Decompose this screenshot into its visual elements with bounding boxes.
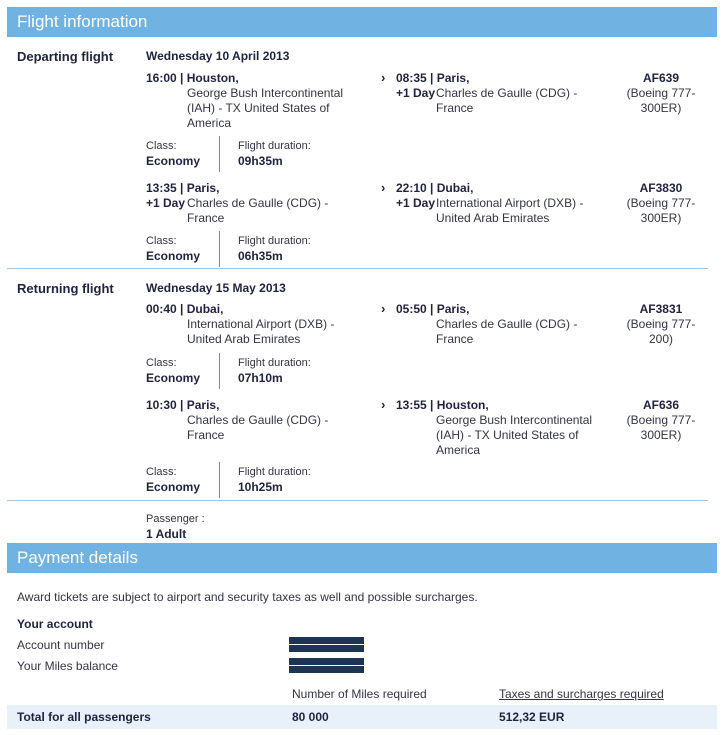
duration-info	[238, 235, 311, 264]
comma: ,	[470, 181, 474, 195]
account-number-redacted	[289, 637, 364, 652]
separator: |	[176, 302, 187, 316]
segment-details	[146, 235, 406, 269]
separator: |	[426, 398, 437, 412]
departure-time: 16:00	[146, 71, 177, 85]
arrival-city: Dubai	[436, 181, 471, 195]
class-info	[146, 466, 200, 495]
chevron-right-icon: ›	[381, 180, 386, 195]
arrival-city: Paris	[436, 71, 467, 85]
arrival-time: 22:10	[396, 181, 427, 195]
arrival-airport: Charles de Gaulle (CDG) - France	[436, 86, 578, 115]
flight-number: AF639	[642, 71, 680, 85]
payment-details-header	[7, 543, 717, 573]
section-divider	[7, 268, 708, 269]
flight-number-info	[616, 398, 706, 443]
class-value: Economy	[146, 154, 201, 168]
comma: ,	[216, 181, 220, 195]
class-info	[146, 235, 200, 264]
separator: |	[426, 181, 437, 195]
departure-city: Paris	[186, 181, 217, 195]
duration-value: 07h10m	[238, 371, 283, 385]
class-label: Class:	[146, 466, 177, 478]
class-info	[146, 357, 200, 386]
total-taxes: 512,32 EUR	[499, 710, 565, 724]
total-miles: 80 000	[292, 710, 329, 724]
segment-details	[146, 466, 406, 500]
returning-date: Wednesday 15 May 2013	[146, 281, 286, 295]
class-value: Economy	[146, 249, 201, 263]
departure-airport: Charles de Gaulle (CDG) - France	[187, 413, 329, 442]
flight-number-info	[616, 302, 706, 347]
arrival-plus-day: +1 Day	[396, 196, 436, 210]
separator: |	[426, 71, 437, 85]
departure-city: Paris	[186, 398, 217, 412]
duration-value: 09h35m	[238, 154, 283, 168]
aircraft-type: (Boeing 777-300ER)	[626, 196, 696, 225]
class-value: Economy	[146, 371, 201, 385]
arrival-city: Paris	[436, 302, 467, 316]
duration-value: 10h25m	[238, 480, 283, 494]
arrival-plus-day: +1 Day	[396, 86, 436, 100]
divider	[219, 136, 220, 172]
segment-details	[146, 140, 406, 174]
comma: ,	[466, 302, 470, 316]
separator: |	[426, 302, 437, 316]
section-divider	[7, 500, 708, 501]
departing-flight-label: Departing flight	[17, 49, 114, 64]
segment-details	[146, 357, 406, 391]
class-value: Economy	[146, 480, 201, 494]
aircraft-type: (Boeing 777-300ER)	[626, 86, 696, 115]
arrival-info	[396, 398, 596, 458]
flight-number: AF636	[642, 398, 680, 412]
separator: |	[176, 398, 187, 412]
divider	[219, 231, 220, 267]
aircraft-type: (Boeing 777-200)	[626, 317, 696, 346]
arrival-info	[396, 302, 596, 347]
duration-info	[238, 357, 311, 386]
your-account-heading: Your account	[17, 617, 93, 631]
departure-plus-day: +1 Day	[146, 196, 186, 210]
flight-information-title: Flight information	[17, 12, 148, 31]
departure-info	[146, 302, 346, 347]
payment-details-title: Payment details	[17, 548, 138, 567]
duration-label: Flight duration:	[238, 140, 311, 152]
comma: ,	[235, 71, 239, 85]
departure-airport: International Airport (DXB) - United Arab Emirates	[187, 317, 335, 346]
departure-info	[146, 71, 346, 131]
comma: ,	[216, 398, 220, 412]
departure-airport: Charles de Gaulle (CDG) - France	[187, 196, 329, 225]
departure-city: Dubai	[186, 302, 221, 316]
flight-number-info	[616, 181, 706, 226]
taxes-surcharges-link[interactable]: Taxes and surcharges required	[499, 687, 664, 701]
arrival-airport: Charles de Gaulle (CDG) - France	[436, 317, 578, 346]
arrival-time: 05:50	[396, 302, 427, 316]
departure-time: 00:40	[146, 302, 177, 316]
arrival-time: 08:35	[396, 71, 427, 85]
chevron-right-icon: ›	[381, 397, 386, 412]
departure-airport: George Bush Intercontinental (IAH) - TX United States of America	[187, 86, 344, 130]
passenger-label: Passenger :	[146, 513, 205, 525]
flight-number-info	[616, 71, 706, 116]
flight-number: AF3830	[639, 181, 683, 195]
duration-label: Flight duration:	[238, 357, 311, 369]
separator: |	[176, 181, 187, 195]
chevron-right-icon: ›	[381, 70, 386, 85]
aircraft-type: (Boeing 777-300ER)	[626, 413, 696, 442]
comma: ,	[466, 71, 470, 85]
total-label: Total for all passengers	[17, 710, 151, 724]
account-number-label: Account number	[17, 638, 105, 652]
duration-value: 06h35m	[238, 249, 283, 263]
arrival-airport: George Bush Intercontinental (IAH) - TX United States of America	[436, 413, 593, 457]
arrival-airport: International Airport (DXB) - United Arab Emirates	[436, 196, 584, 225]
arrival-info	[396, 71, 596, 116]
miles-balance-label: Your Miles balance	[17, 659, 118, 673]
class-label: Class:	[146, 235, 177, 247]
passenger-value: 1 Adult	[146, 527, 187, 541]
arrival-city: Houston	[436, 398, 486, 412]
duration-label: Flight duration:	[238, 466, 311, 478]
miles-required-header: Number of Miles required	[292, 687, 427, 701]
duration-info	[238, 140, 311, 169]
chevron-right-icon: ›	[381, 301, 386, 316]
class-label: Class:	[146, 140, 177, 152]
duration-label: Flight duration:	[238, 235, 311, 247]
class-info	[146, 140, 200, 169]
flight-number: AF3831	[639, 302, 683, 316]
award-tickets-note: Award tickets are subject to airport and security taxes as well and possible surcharges.	[17, 590, 478, 604]
separator: |	[176, 71, 187, 85]
arrival-time: 13:55	[396, 398, 427, 412]
comma: ,	[485, 398, 489, 412]
miles-balance-redacted	[289, 658, 364, 673]
departure-city: Houston	[186, 71, 236, 85]
divider	[219, 462, 220, 498]
departure-info	[146, 181, 346, 226]
duration-info	[238, 466, 311, 495]
departure-info	[146, 398, 346, 443]
class-label: Class:	[146, 357, 177, 369]
comma: ,	[220, 302, 224, 316]
returning-flight-label: Returning flight	[17, 281, 114, 296]
departure-time: 10:30	[146, 398, 177, 412]
arrival-info	[396, 181, 596, 226]
departure-time: 13:35	[146, 181, 177, 195]
divider	[219, 353, 220, 389]
departing-date: Wednesday 10 April 2013	[146, 49, 290, 63]
flight-information-header	[7, 7, 717, 37]
